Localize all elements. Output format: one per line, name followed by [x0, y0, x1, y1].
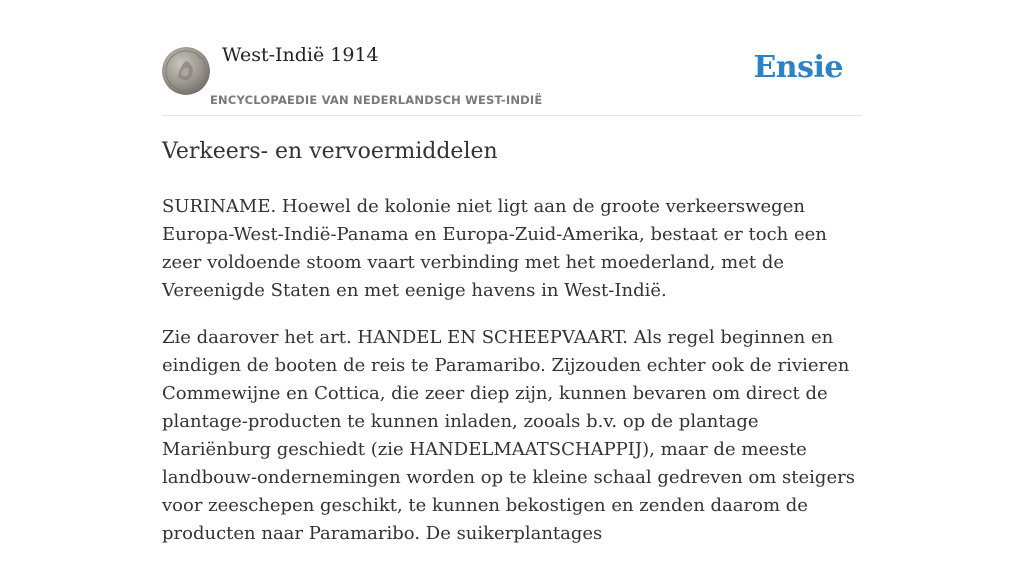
ensie-logo[interactable]: Ensie	[753, 50, 843, 85]
article-paragraph: SURINAME. Hoewel de kolonie niet ligt aan de groote verkeerswegen Europa-West-Indië-Panama en Europa-Zuid-Amerika, bestaat er toch een zeer voldoende stoom vaart verbinding met het moederland, met de Vereenigde Staten en met eenige havens in West-Indië.	[162, 196, 827, 301]
coin-seal-icon[interactable]	[162, 47, 210, 95]
page	[162, 0, 862, 544]
book-title[interactable]: West-Indië 1914	[222, 44, 379, 66]
article-title: Verkeers- en vervoermiddelen	[162, 139, 498, 164]
coin-seal-graphic	[162, 47, 210, 95]
article-body	[162, 193, 862, 567]
book-subtitle: ENCYCLOPAEDIE VAN NEDERLANDSCH WEST-INDIË	[210, 93, 543, 107]
site-header	[162, 0, 862, 116]
article-paragraph: Zie daarover het art. HANDEL EN SCHEEPVAART. Als regel beginnen en eindigen de booten de reis te Paramaribo. Zijzouden echter ook de rivieren Commewijne en Cottica, die zeer diep zijn, kunnen bevaren om direct de plantage-producten te kunnen inladen, zooals b.v. op de plantage Mariënburg geschiedt (zie HANDELMAATSCHAPPIJ), maar de meeste landbouw-ondernemingen worden op te kleine schaal gedreven om steigers voor zeeschepen geschikt, te kunnen bekostigen en zenden daarom de producten naar Paramaribo. De suikerplantages	[162, 327, 855, 544]
